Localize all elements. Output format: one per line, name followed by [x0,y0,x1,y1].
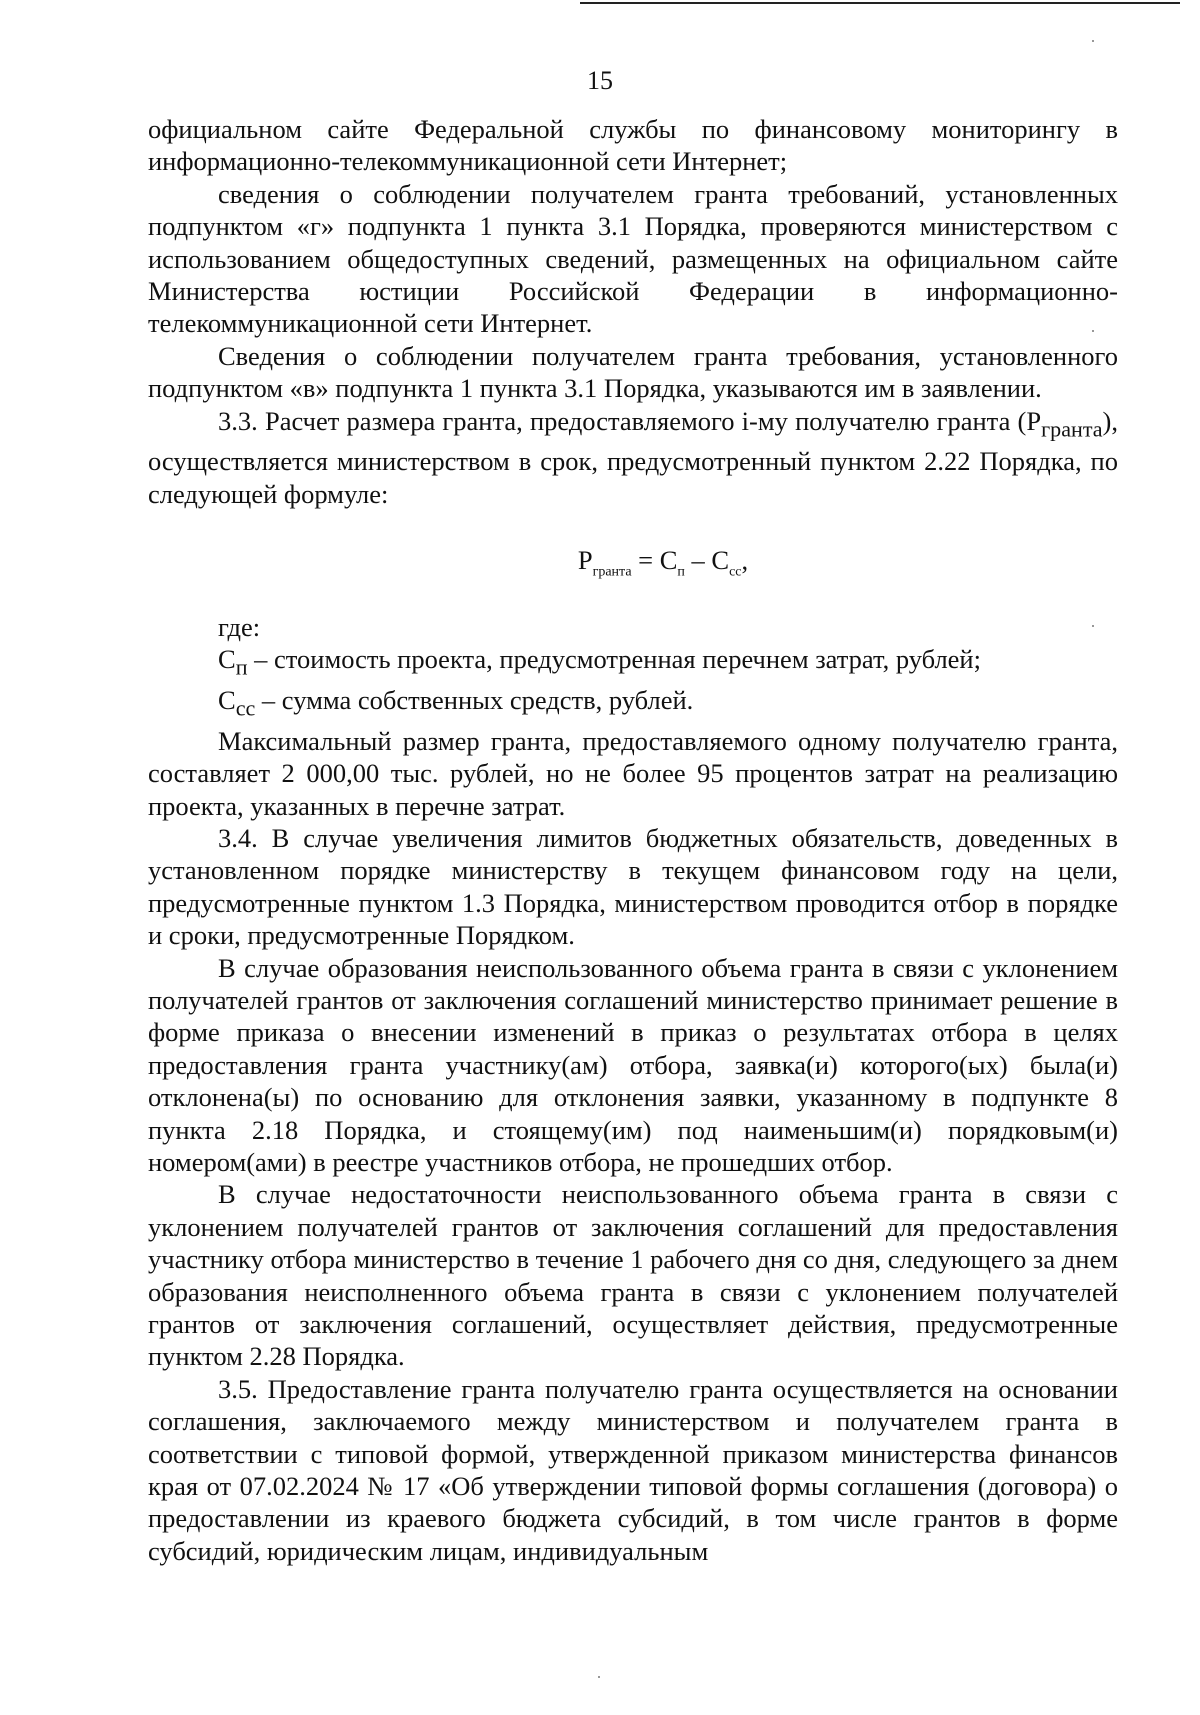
subscript: сс [235,695,256,721]
paragraph: В случае образования неиспользованного объема гранта в связи с уклонением получателей грантов от заключения соглашений министерство принимает решение в форме приказа о внесении изменений в приказ о результатах отбора в целях предоставления гранта участнику(ам) отбора, заявка(и) которого(ых) была(и) отклонена(ы) по основанию для отклонения заявки, указанному в подпункте 8 пункта 2.18 Порядка, и стоящему(им) под наименьшим(и) порядковым(и) номером(ами) в реестре участников отбора, не прошедших отбор. [148,952,1118,1177]
formula-lhs-subscript: гранта [592,564,632,580]
definition-ccc [148,684,1118,725]
formula-minus: – C [684,545,730,576]
scan-speck [598,1676,600,1678]
scan-speck [1092,40,1094,42]
paragraph: сведения о соблюдении получателем гранта требований, установленных подпунктом «г» подпункта 1 пункта 3.1 Порядка, проверяются министерством с использованием общедоступных сведений, размещенных на официальном сайте Министерства юстиции Российской Федерации в информационно-телекоммуникационной сети Интернет. [148,178,1118,339]
text-run: – сумма собственных средств, рублей. [255,684,694,715]
text-run: 3.3. Расчет размера гранта, предоставляемого i-му получателю гранта (P [218,405,1042,436]
top-rule [580,2,1180,4]
paragraph: Максимальный размер гранта, предоставляемого одному получателю гранта, составляет 2 000,00 тыс. рублей, но не более 95 процентов затрат на реализацию проекта, указанных в перечне затрат. [148,725,1118,821]
subscript: гранта [1041,415,1103,441]
grant-formula [148,544,1118,589]
paragraph: В случае недостаточности неиспользованного объема гранта в связи с уклонением получателей грантов от заключения соглашений для предоставления участнику отбора министерство в течение 1 рабочего дня со дня, следующего за днем образования неисполненного объема гранта в связи с уклонением получателей грантов от заключения соглашений, осуществляет действия, предусмотренные пунктом 2.28 Порядка. [148,1179,1118,1372]
formula-lhs: P [577,545,593,576]
text-run: C [218,644,236,675]
scan-speck [1092,625,1094,627]
paragraph: Сведения о соблюдении получателем гранта требования, установленного подпунктом «в» подпункта 1 пункта 3.1 Порядка, указываются им в заявлении. [148,340,1118,404]
page-number: 15 [587,66,613,95]
paragraph: где: [218,611,261,642]
paragraph-3-4: 3.4. В случае увеличения лимитов бюджетных обязательств, доведенных в установленном порядке министерству в текущем финансовом году на цели, предусмотренные пунктом 1.3 Порядка, министерством проводится отбор в порядке и сроки, предусмотренные Порядком. [148,822,1118,951]
formula-equals: = C [631,545,678,576]
formula-tail: , [741,545,749,576]
paragraph-3-3 [148,405,1118,511]
text-run: ), осуществляется министерством в срок, предусмотренный пунктом 2.22 Порядка, по следующей формуле: [148,405,1118,509]
formula-term1-subscript: п [677,564,685,580]
formula-term2-subscript: сс [729,564,742,580]
paragraph: официальном сайте Федеральной службы по финансовому мониторингу в информационно-телекоммуникационной сети Интернет; [148,114,1118,177]
text-run: C [218,684,236,715]
document-body [148,113,1118,1567]
definition-cp [148,643,1118,684]
subscript: п [235,654,248,680]
paragraph-3-5: 3.5. Предоставление гранта получателю гранта осуществляется на основании соглашения, заключаемого между министерством и получателем гранта в соответствии с типовой формой, утвержденной приказом министерства финансов края от 07.02.2024 № 17 «Об утверждении типовой формы соглашения (договора) о предоставлении из краевого бюджета субсидий, в том числе грантов в форме субсидий, юридическим лицам, индивидуальным [148,1373,1118,1566]
scan-speck [1092,330,1094,332]
text-run: – стоимость проекта, предусмотренная перечнем затрат, рублей; [247,644,981,675]
